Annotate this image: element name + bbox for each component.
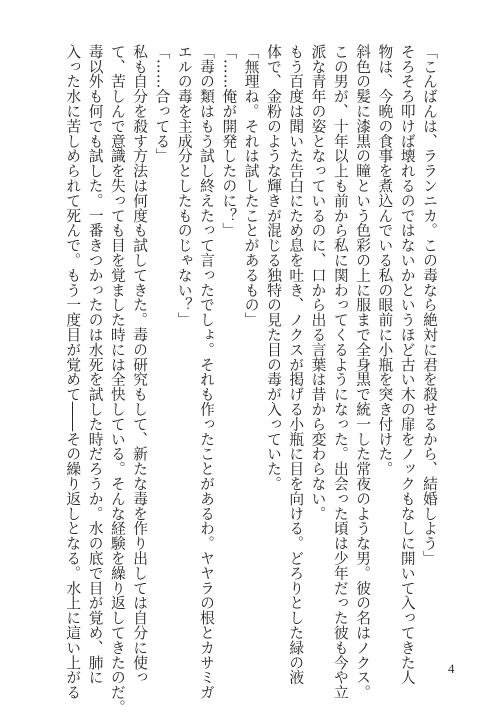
text-line: 「……俺が開発したのに？」 bbox=[220, 44, 238, 238]
text-line: 「無理ね。それは試したことがあるもの」 bbox=[242, 44, 260, 328]
text-line: エルの毒を主成分としたものじゃない？」 bbox=[175, 44, 193, 328]
text-line: 「毒の類はもう試し終えたって言ったでしょ。それも作ったことがあるわ。ヤヤラの根とカサミガ bbox=[198, 44, 216, 700]
text-line: もう百度は聞いた告白にため息を吐き、ノクスが掲げる小瓶に目を向ける。どろりとした緑の液 bbox=[287, 44, 305, 685]
text-line: て、苦しんで意識を失っても目を覚ました時には全快している。そんな経験を繰り返してきたのだ。 bbox=[108, 44, 126, 715]
text-line: 体で、金粉のような輝きが混じる独特の見た目の毒が入っていた。 bbox=[264, 44, 282, 491]
text-line: 物は、今晩の食事を煮込んでいる私の眼前に小瓶を突き付けた。 bbox=[376, 44, 394, 477]
text-line: 派な青年の姿となっているのに、口から出る言葉は昔から変わらない。 bbox=[309, 44, 327, 521]
text-line: 私も自分を殺す方法は何度も試してきた。毒の研究もして、新たな毒を作り出しては自分に使っ bbox=[131, 44, 149, 685]
text-line: 入った水に苦しめられて死んで。もう一度目が覚めて――その繰り返しとなる。水上に這い上がる bbox=[64, 44, 82, 700]
text-line: 「こんばんは、ラランニカ。この毒なら絶対に君を殺せるから、結婚しよう」 bbox=[421, 44, 438, 566]
text-line: 「……合ってる」 bbox=[153, 44, 171, 164]
vertical-text-body bbox=[61, 44, 440, 715]
page-number: 4 bbox=[448, 661, 455, 676]
text-line: 毒以外も何でも試した。一番きつかったのは水死を試した時だろうか。水の底で目が覚め、肺に bbox=[86, 44, 104, 685]
text-line: 斜色の髪に漆黒の瞳という色彩の上に服まで全身黒で統一した常夜のような男。彼の名はノクス。 bbox=[354, 44, 372, 700]
text-line: そろそろ叩けば壊れるのではないかというほど古い木の扉をノックもなしに開いて入ってきた人 bbox=[398, 44, 416, 685]
text-line: この男が、十年以上も前から私に関わってくるようになった。出会った頃は少年だった彼も今や立 bbox=[331, 44, 349, 700]
